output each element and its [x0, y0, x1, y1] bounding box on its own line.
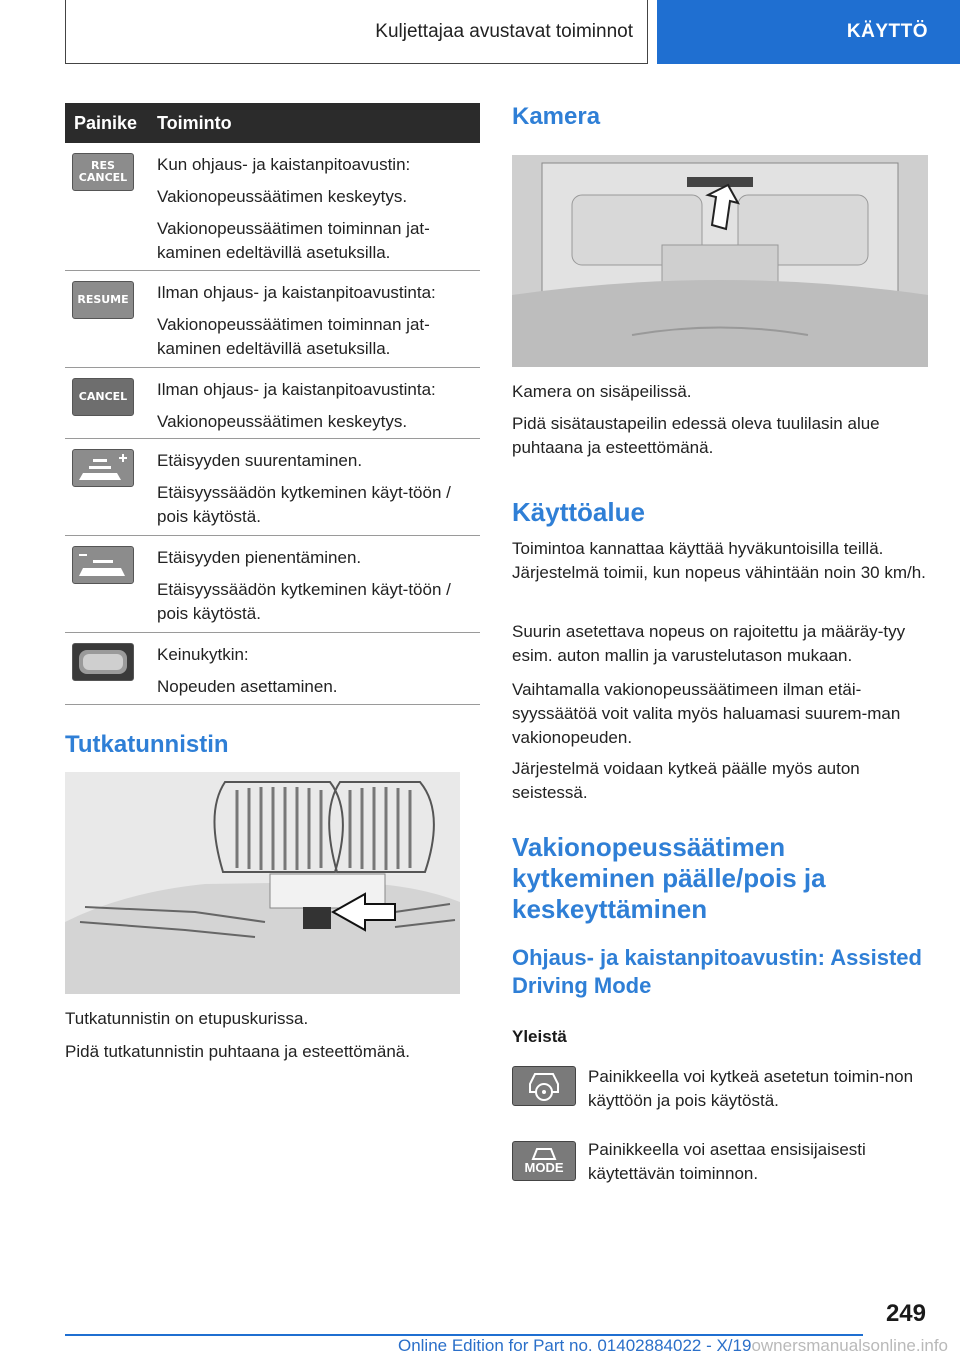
radar-text-2: Pidä tutkatunnistin puhtaana ja esteettömänä. [65, 1042, 410, 1061]
table-cell-text: Etäisyyssäädön kytkeminen käyt-töön / pois käytöstä. [157, 580, 451, 623]
table-cell-text: Vakionopeussäätimen toiminnan jat-kaminen edeltävillä asetuksilla. [157, 219, 430, 262]
table-cell-text: Vakionopeussäätimen keskeytys. [157, 412, 408, 431]
footer-edition: Online Edition for Part no. 01402884022 - X/19 [397, 1336, 752, 1355]
footer [0, 1336, 960, 1360]
switching-heading: Vakionopeussäätimen kytkeminen päälle/pois ja keskeyttäminen [512, 832, 826, 924]
radar-text-1: Tutkatunnistin on etupuskurissa. [65, 1009, 309, 1028]
table-cell-text: Vakionopeussäätimen keskeytys. [157, 187, 408, 206]
camera-text-1: Kamera on sisäpeilissä. [512, 382, 692, 401]
mode-button-icon [512, 1141, 576, 1181]
table-cell-text: Etäisyyden pienentäminen. [157, 548, 362, 567]
distance-decrease-icon [72, 546, 134, 584]
res-cancel-button-icon: RES CANCEL [72, 153, 134, 191]
table-cell-text: Ilman ohjaus- ja kaistanpitoavustinta: [157, 380, 436, 399]
assist-heading: Ohjaus- ja kaistanpitoavustin: Assisted Driving Mode [512, 945, 922, 998]
chapter-tab [657, 0, 960, 64]
section-title: Kuljettajaa avustavat toiminnot [375, 20, 633, 42]
resume-button-icon: RESUME [72, 281, 134, 319]
table-cell-text: Etäisyyssäädön kytkeminen käyt-töön / pois käytöstä. [157, 483, 451, 526]
usage-area-heading: Käyttöalue [512, 497, 645, 527]
distance-increase-icon [72, 449, 134, 487]
table-row [65, 439, 480, 536]
table-cell-text: Etäisyyden suurentaminen. [157, 451, 363, 470]
table-header-function: Toiminto [157, 112, 232, 133]
usage-text-4: Järjestelmä voidaan kytkeä päälle myös auton seistessä. [512, 759, 860, 802]
usage-text-2: Suurin asetettava nopeus on rajoitettu ja määräy-tyy esim. auton mallin ja varustelutason mukaan. [512, 622, 906, 665]
usage-text-1: Toimintoa kannattaa käyttää hyväkuntoisilla teillä. Järjestelmä toimii, kun nopeus vähintään noin 30 km/h. [512, 539, 926, 582]
button-function-table [65, 103, 480, 705]
table-cell-text: Nopeuden asettaminen. [157, 677, 338, 696]
radar-heading: Tutkatunnistin [65, 731, 229, 758]
camera-heading: Kamera [512, 103, 601, 130]
rocker-switch-icon [72, 643, 134, 681]
mode-label: MODE [524, 1160, 564, 1175]
item2-text: Painikkeella voi asettaa ensisijaisesti käytettävän toiminnon. [588, 1140, 866, 1183]
assist-steering-button-icon [512, 1066, 576, 1106]
table-cell-text: Kun ohjaus- ja kaistanpitoavustin: [157, 155, 411, 174]
camera-image [512, 155, 928, 367]
footer-watermark: ownersmanualsonline.info [751, 1336, 948, 1355]
table-row [65, 368, 480, 439]
radar-sensor-image [65, 772, 460, 994]
item1-text: Painikkeella voi kytkeä asetetun toimin-non käyttöön ja pois käytöstä. [588, 1067, 914, 1110]
table-row [65, 633, 480, 705]
chapter-title: KÄYTTÖ [846, 21, 928, 42]
cancel-button-icon: CANCEL [72, 378, 134, 416]
section-header [65, 0, 648, 64]
table-header-button: Painike [74, 112, 138, 133]
table-row [65, 143, 480, 271]
page-number: 249 [885, 1300, 926, 1327]
table-row [65, 271, 480, 368]
table-header [65, 103, 480, 143]
general-heading: Yleistä [512, 1027, 567, 1046]
table-cell-text: Vakionopeussäätimen toiminnan jat-kaminen edeltävillä asetuksilla. [157, 315, 430, 358]
table-cell-text: Keinukytkin: [157, 645, 249, 664]
camera-text-2: Pidä sisätaustapeilin edessä oleva tuulilasin alue puhtaana ja esteettömänä. [512, 414, 880, 457]
table-cell-text: Ilman ohjaus- ja kaistanpitoavustinta: [157, 283, 436, 302]
table-row [65, 536, 480, 633]
usage-text-3: Vaihtamalla vakionopeussäätimeen ilman etäi-syyssäätöä voit valita myös haluamasi suurem-man vakionopeuden. [512, 680, 901, 747]
